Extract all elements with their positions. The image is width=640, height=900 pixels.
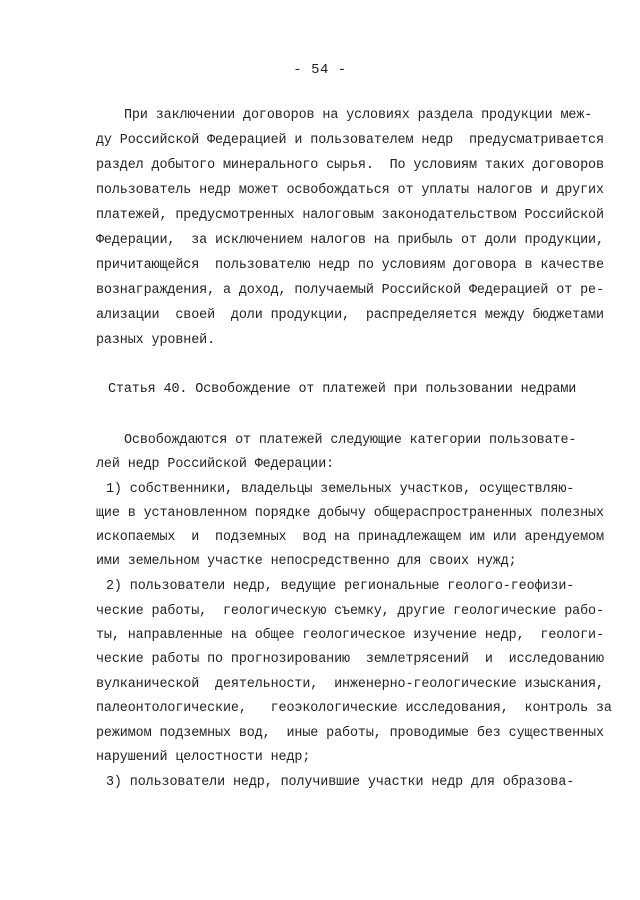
item-2-line: ческие работы по прогнозированию землетрясений и исследованию: [96, 652, 604, 667]
paragraph-1-line: ализации своей доли продукции, распределяется между бюджетами: [96, 308, 604, 323]
item-1-line: ими земельном участке непосредственно для своих нужд;: [96, 554, 517, 569]
article-heading: Статья 40. Освобождение от платежей при пользовании недрами: [108, 382, 577, 397]
item-2-line: вулканической деятельности, инженерно-геологические изыскания,: [96, 677, 604, 692]
item-2-line: 2) пользователи недр, ведущие региональные геолого-геофизи-: [106, 579, 575, 594]
item-1-line: 1) собственники, владельцы земельных участков, осуществляю-: [106, 482, 575, 497]
item-2-line: ческие работы, геологическую съемку, другие геологические рабо-: [96, 604, 604, 619]
paragraph-1-line: пользователь недр может освобождаться от уплаты налогов и других: [96, 183, 604, 198]
paragraph-1-line: разных уровней.: [96, 333, 216, 348]
article-intro-line: лей недр Российской Федерации:: [96, 457, 335, 472]
paragraph-1-line: При заключении договоров на условиях раздела продукции меж-: [124, 108, 593, 123]
paragraph-1-line: платежей, предусмотренных налоговым законодательством Российской: [96, 208, 604, 223]
item-2-line: ты, направленные на общее геологическое изучение недр, геологи-: [96, 628, 604, 643]
page-number: - 54 -: [293, 62, 347, 78]
paragraph-1-line: Федерации, за исключением налогов на прибыль от доли продукции,: [96, 233, 604, 248]
item-3-line: 3) пользователи недр, получившие участки недр для образова-: [106, 775, 575, 790]
paragraph-1-line: ду Российской Федерацией и пользователем недр предусматривается: [96, 133, 604, 148]
item-2-line: режимом подземных вод, иные работы, проводимые без существенных: [96, 726, 604, 741]
item-1-line: ископаемых и подземных вод на принадлежащем им или арендуемом: [96, 530, 604, 545]
article-intro-line: Освобождаются от платежей следующие категории пользовате-: [124, 433, 577, 448]
paragraph-1-line: вознаграждения, а доход, получаемый Российской Федерацией от ре-: [96, 283, 604, 298]
item-2-line: нарушений целостности недр;: [96, 750, 311, 765]
item-1-line: щие в установленном порядке добычу общераспространенных полезных: [96, 506, 604, 521]
paragraph-1-line: раздел добытого минерального сырья. По условиям таких договоров: [96, 158, 604, 173]
item-2-line: палеонтологические, геоэкологические исследования, контроль за: [96, 701, 612, 716]
paragraph-1-line: причитающейся пользователю недр по условиям договора в качестве: [96, 258, 604, 273]
